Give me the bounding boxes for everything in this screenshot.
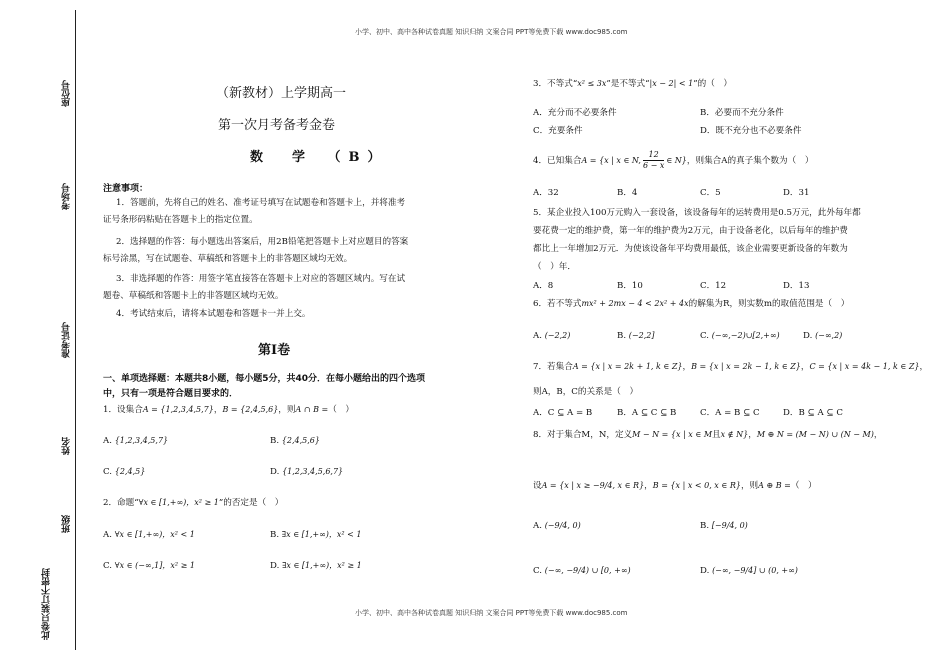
section-intro2: 中，只有一项是符合题目要求的．: [103, 389, 239, 399]
q6-option-a: A. (−2,2): [533, 331, 571, 341]
q3-option-a: A．充分而不必要条件: [533, 108, 617, 118]
q4-option-a: A．32: [533, 188, 559, 198]
notice-item1b: 证号条形码粘贴在答题卡上的指定位置。: [103, 215, 258, 225]
q5-line3: 都比上一年增加2万元．为使该设备年平均费用最低，该企业需要更新设备的年数为: [533, 244, 848, 254]
q5-line2: 要花费一定的维护费，第一年的维护费为2万元，由于设备老化，以后每年的维护费: [533, 226, 848, 236]
seal-note: 此卷只装订不密封: [42, 568, 52, 640]
notice-heading: 注意事项：: [103, 184, 149, 194]
q6-option-b: B. (−2,2]: [617, 331, 655, 341]
section-title: 第Ⅰ卷: [258, 343, 291, 358]
q3-stem: 3．不等式“x² ≤ 3x”是不等式“|x − 2| < 1”的（ ）: [533, 79, 732, 89]
q4-option-d: D．31: [783, 188, 810, 198]
q2-option-b: B. ∃x ∈ [1,+∞)，x² < 1: [270, 530, 362, 540]
q7-stem: 7．若集合A = {x | x = 2k + 1, k ∈ Z}，B = {x | x = 2k − 1, k ∈ Z}，C = {x | x = 4k − 1, k ∈ Z}，: [533, 362, 929, 372]
q3-option-b: B．必要而不充分条件: [700, 108, 784, 118]
q7-option-b: B．A ⊆ C ⊆ B: [617, 408, 677, 418]
q7-option-a: A．C ⊆ A = B: [533, 408, 593, 418]
notice-item3a: 3．非选择题的作答：用签字笔直接答在答题卡上对应的答题区域内。写在试: [116, 274, 406, 284]
exam-room-label: 考场号: [62, 183, 72, 210]
notice-item2a: 2．选择题的作答：每小题选出答案后，用2B铅笔把答题卡上对应题目的答案: [116, 237, 409, 247]
q8-stem: 8．对于集合M，N，定义M − N = {x | x ∈ M且x ∉ N}，M ⊕ N = (M − N) ∪ (N − M)，: [533, 430, 883, 440]
q8-option-c: C. (−∞, −9/4) ∪ [0, +∞): [533, 566, 631, 576]
q7-option-d: D．B ⊆ A ⊆ C: [783, 408, 843, 418]
q2-stem: 2．命题“∀x ∈ [1,+∞)，x² ≥ 1”的否定是（ ）: [103, 498, 284, 508]
section-intro1: 一、单项选择题：本题共8小题，每小题5分，共40分．在每小题给出的四个选项: [103, 374, 426, 384]
q8-option-d: D. (−∞, −9/4] ∪ (0, +∞): [700, 566, 798, 576]
header-note: 小学、初中、高中各种试卷真题 知识归纳 文案合同 PPT等免费下载 www.doc985.com: [355, 28, 628, 36]
q6-stem: 6．若不等式mx² + 2mx − 4 < 2x² + 4x的解集为R，则实数m的取值范围是（ ）: [533, 299, 850, 309]
q5-option-d: D．13: [783, 281, 810, 291]
q1-stem: 1．设集合A = {1,2,3,4,5,7}，B = {2,4,5,6}，则A ∩ B =（ ）: [103, 405, 354, 415]
q5-option-a: A．8: [533, 281, 554, 291]
q3-option-c: C．充要条件: [533, 126, 583, 136]
q7-line2: 则A，B，C的关系是（ ）: [533, 387, 639, 397]
notice-item1a: 1．答题前，先将自己的姓名、准考证号填写在试题卷和答题卡上，并将准考: [116, 198, 406, 208]
q4-option-c: C．5: [700, 188, 721, 198]
footer-note: 小学、初中、高中各种试卷真题 知识归纳 文案合同 PPT等免费下载 www.doc985.com: [355, 609, 628, 617]
q5-line1: 5．某企业投入100万元购入一套设备，该设备每年的运转费用是0.5万元，此外每年都: [533, 208, 861, 218]
q6-option-d: D. (−∞,2): [803, 331, 843, 341]
q5-line4: （ ）年．: [533, 262, 576, 272]
q2-option-c: C. ∀x ∈ (−∞,1]，x² ≥ 1: [103, 561, 195, 571]
name-label: 姓名: [62, 437, 72, 455]
ticket-number-label: 准考证号: [62, 322, 72, 358]
q3-option-d: D．既不充分也不必要条件: [700, 126, 802, 136]
q4-option-b: B．4: [617, 188, 638, 198]
exam-title-line2: 第一次月考备考金卷: [218, 118, 336, 133]
q8-option-a: A. (−9/4, 0): [533, 521, 581, 531]
seat-number-label: 座位号: [62, 80, 72, 107]
notice-item3b: 题卷、草稿纸和答题卡上的非答题区域均无效。: [103, 291, 284, 301]
q1-option-b: B. {2,4,5,6}: [270, 436, 320, 446]
q1-option-c: C. {2,4,5}: [103, 467, 146, 477]
q4-fraction: $\frac{12}{6 - x}$: [642, 150, 665, 170]
q7-option-c: C．A = B ⊆ C: [700, 408, 760, 418]
notice-item2b: 标号涂黑，写在试题卷、草稿纸和答题卡上的非答题区域均无效。: [103, 254, 353, 264]
q5-option-b: B．10: [617, 281, 643, 291]
q6-option-c: C. (−∞,−2)∪[2,+∞): [700, 331, 780, 341]
q2-option-d: D. ∃x ∈ [1,+∞)，x² ≥ 1: [270, 561, 362, 571]
q5-option-c: C．12: [700, 281, 727, 291]
exam-title-line1: （新教材）上学期高一: [216, 86, 347, 101]
q1-option-a: A. {1,2,3,4,5,7}: [103, 436, 169, 446]
exam-title-subject: 数 学 （B）: [250, 150, 389, 165]
q2-option-a: A. ∀x ∈ [1,+∞)，x² < 1: [103, 530, 195, 540]
binding-line: [75, 10, 76, 650]
q4-stem: 4．已知集合A = {x | x ∈ N, $\frac{12}{6 - x}$ ∈ N}，则集合A的真子集个数为（ ）: [533, 150, 814, 170]
notice-item4: 4．考试结束后，请将本试题卷和答题卡一并上交。: [116, 309, 311, 319]
q8-sets: 设A = {x | x ≥ −9/4, x ∈ R}，B = {x | x < 0, x ∈ R}，则A ⊕ B =（ ）: [533, 481, 817, 491]
class-label: 班级: [62, 515, 72, 533]
q1-option-d: D. {1,2,3,4,5,6,7}: [270, 467, 344, 477]
q8-option-b: B. [−9/4, 0): [700, 521, 748, 531]
